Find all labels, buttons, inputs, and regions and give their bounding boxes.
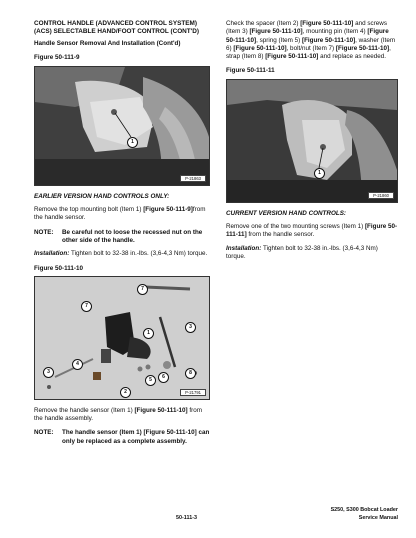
- parts-layout-illustration: [35, 277, 209, 399]
- earlier-version-heading: EARLIER VERSION HAND CONTROLS ONLY:: [34, 192, 170, 200]
- footer-line-1: S250, S300 Bobcat Loader: [330, 507, 398, 513]
- note-2: [34, 429, 210, 446]
- footer-line-2: Service Manual: [358, 515, 398, 521]
- text: and screws (Item 3): [226, 20, 388, 36]
- installation-label: Installation:: [34, 250, 70, 258]
- installation-label: Installation:: [226, 244, 262, 252]
- installation-paragraph: [226, 245, 398, 262]
- figure-reference: [Figure 50-111-9]: [143, 206, 193, 214]
- text: Tighten bolt to 32-38 in.-lbs. (3,6-4,3 Nm) torque.: [69, 250, 208, 258]
- text: from the handle assembly.: [34, 406, 202, 423]
- remove-screw-paragraph: [226, 223, 398, 240]
- figure-reference: [Figure 50-111-10]: [134, 406, 188, 414]
- figure-reference: [Figure 50-111-10]: [301, 36, 356, 44]
- note-label: NOTE:: [34, 429, 54, 437]
- callout-7a: 7: [137, 284, 148, 295]
- check-parts-paragraph: [226, 20, 398, 61]
- callout-1: 1: [127, 137, 138, 148]
- note-label: NOTE:: [34, 228, 54, 236]
- figure-label-11: Figure 50-111-11: [226, 67, 275, 75]
- callout-2: 2: [120, 387, 131, 398]
- text: Remove the top mounting bolt (Item 1): [34, 206, 144, 214]
- text: Check the spacer (Item 2): [226, 20, 301, 27]
- callout-7b: 7: [81, 301, 92, 312]
- figure-reference: [Figure 50-111-11]: [226, 223, 398, 239]
- text: , mounting pin (Item 4): [302, 28, 368, 36]
- callout-3a: 3: [185, 322, 196, 333]
- callout-4: 4: [72, 359, 83, 370]
- footer-manual-title: [331, 506, 398, 522]
- figure-reference: [Figure 50-111-10]: [335, 44, 390, 52]
- text: , strap (Item 8): [226, 44, 391, 61]
- callout-3b: 3: [43, 367, 54, 378]
- right-column: [226, 20, 398, 261]
- section-heading: CONTROL HANDLE (ADVANCED CONTROL SYSTEM) (ACS) SELECTABLE HAND/FOOT CONTROL (CONT'D): [34, 20, 199, 35]
- callout-5: 5: [145, 375, 156, 386]
- photo-id: P-21863: [180, 175, 206, 182]
- figure-50-111-10-photo: [34, 276, 210, 400]
- figure-reference: [Figure 50-111-10]: [233, 44, 287, 52]
- text: from the handle sensor.: [34, 206, 206, 222]
- figure-reference: [Figure 50-111-10]: [249, 28, 303, 36]
- text: , washer (Item 6): [226, 36, 396, 52]
- current-version-heading: CURRENT VERSION HAND CONTROLS:: [226, 209, 346, 217]
- section-subheading: Handle Sensor Removal And Installation (Cont'd): [34, 40, 181, 48]
- note-text: The handle sensor (Item 1) [Figure 50-111-10] can only be replaced as a complete assembly.: [62, 429, 210, 445]
- photo-id: P-21791: [180, 389, 206, 396]
- figure-50-111-11-photo: [226, 79, 398, 203]
- text: Remove the handle sensor (Item 1): [34, 406, 135, 414]
- figure-reference: [Figure 50-111-10]: [300, 20, 354, 27]
- callout-6: 6: [158, 372, 169, 383]
- callout-leader: [227, 80, 397, 202]
- figure-label-10: Figure 50-111-10: [34, 264, 84, 272]
- figure-50-111-9-photo: [34, 66, 210, 186]
- figure-reference: [Figure 50-111-10]: [226, 28, 389, 44]
- installation-paragraph: [34, 250, 210, 258]
- text: from the handle sensor.: [246, 231, 315, 239]
- note-text: Be careful not to loose the recessed nut on the other side of the handle.: [62, 228, 203, 244]
- callout-1: 1: [143, 328, 154, 339]
- remove-sensor-paragraph: [34, 407, 210, 424]
- note-1: [34, 229, 210, 246]
- text: Remove one of the two mounting screws (Item 1): [226, 223, 365, 231]
- page-number: 50-111-3: [176, 515, 197, 521]
- text: and replace as needed.: [318, 53, 386, 61]
- callout-8: 8: [185, 368, 196, 379]
- callout-leader: [35, 67, 209, 185]
- text: Tighten bolt to 32-38 in.-lbs. (3,6-4,3 Nm) torque.: [226, 244, 378, 260]
- figure-label-9: Figure 50-111-9: [34, 54, 80, 62]
- text: , bolt/nut (Item 7): [286, 44, 336, 52]
- text: , spring (Item 5): [256, 36, 302, 44]
- callout-1: 1: [314, 168, 325, 179]
- remove-bolt-paragraph: [34, 206, 210, 223]
- photo-id: P-21860: [368, 192, 394, 199]
- figure-reference: [Figure 50-111-10]: [265, 53, 319, 61]
- left-column: [34, 20, 210, 446]
